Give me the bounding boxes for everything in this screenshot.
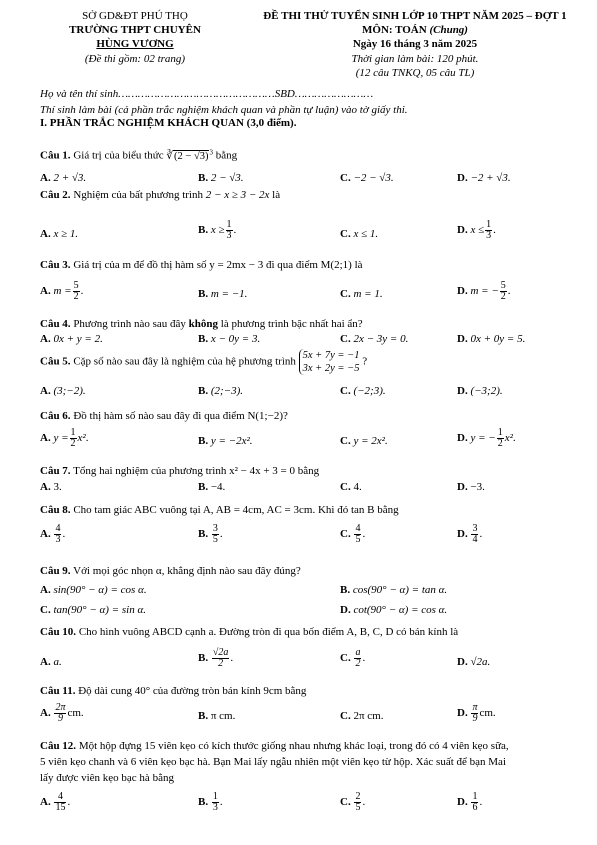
q12-a-num: 4 — [54, 792, 66, 803]
q10-label: Câu 10. — [40, 626, 77, 638]
q1-c: −2 − √3. — [353, 172, 394, 184]
subject-note: (Chung) — [429, 24, 468, 36]
q5-B: B. — [198, 385, 209, 397]
q12-c-den: 5 — [355, 802, 361, 813]
q10-b-den: 2 — [218, 658, 224, 669]
q6-d-den: 2 — [497, 438, 503, 449]
q11-d-den: 9 — [472, 713, 478, 724]
q7-a: 3. — [53, 481, 62, 493]
q7-label: Câu 7. — [40, 465, 71, 477]
q9-a: sin(90° − α) = cos α. — [53, 584, 147, 596]
q3-label: Câu 3. — [40, 259, 71, 271]
q8-D: D. — [457, 528, 468, 541]
q12-d-num: 1 — [472, 791, 478, 802]
q3-text: Giá trị của m để đồ thị hàm số y = 2mx − 3 đi qua điểm M(2;1) là — [73, 259, 363, 271]
q9-label: Câu 9. — [40, 565, 71, 577]
q12-A: A. — [40, 796, 51, 809]
q12-B: B. — [198, 796, 209, 809]
q11-C: C. — [340, 710, 351, 722]
q4-text2: là phương trình bậc nhất hai ẩn? — [220, 318, 363, 330]
q8-a-num: 4 — [55, 523, 61, 534]
q8-b-den: 5 — [212, 534, 218, 545]
q12-C: C. — [340, 796, 351, 809]
q8-c-den: 5 — [355, 534, 361, 545]
q5-label: Câu 5. — [40, 355, 71, 368]
q6-text: Đồ thị hàm số nào sau đây đi qua điểm N(1;−2)? — [73, 410, 288, 422]
q5-after: ? — [362, 355, 368, 368]
q3-d-den: 2 — [500, 291, 506, 302]
q8-a-den: 3 — [55, 534, 61, 545]
question-8 — [40, 504, 399, 516]
q5-eq1: 5x + 7y = −1 — [302, 350, 360, 361]
q3-a-num: 5 — [73, 280, 79, 291]
dept-name: SỞ GD&ĐT PHÚ THỌ — [82, 10, 188, 22]
q6-D: D. — [457, 432, 468, 445]
q6-C: C. — [340, 435, 351, 447]
q9-B: B. — [340, 584, 351, 596]
q4-a: 0x + y = 2. — [53, 333, 103, 345]
q3-D: D. — [457, 285, 468, 298]
q7-b: −4. — [210, 481, 226, 493]
q2-b-num: 1 — [226, 219, 232, 230]
q1-D: D. — [457, 172, 468, 184]
q10-c-num: a — [355, 647, 361, 658]
q2-text: Nghiệm của bất phương trình — [73, 189, 204, 201]
subject — [240, 24, 590, 36]
q8-text: Cho tam giác ABC vuông tại A, AB = 4cm, AC = 3cm. Khi đó tan B bằng — [73, 504, 399, 516]
q2-b: x ≥ — [210, 224, 225, 237]
q2-after: là — [272, 189, 281, 201]
q10-c-den: 2 — [355, 658, 361, 669]
q8-B: B. — [198, 528, 209, 541]
q4-A: A. — [40, 333, 51, 345]
q8-A: A. — [40, 528, 51, 541]
q4-C: C. — [340, 333, 351, 345]
q12-line3: lấy được viên kẹo bạc hà bằng — [40, 772, 174, 784]
question-10 — [40, 626, 458, 638]
q11-a-suf: cm. — [67, 707, 84, 720]
question-12 — [40, 740, 509, 752]
q12-line2: 5 viên kẹo chanh và 6 viên kẹo bạc hà. Bạn Mai lấy ngẫu nhiên một viên kẹo từ hộp. Xác suất để bạn Mai — [40, 756, 506, 768]
school-name-2 — [40, 38, 230, 50]
q1-a: 2 + √3. — [53, 172, 87, 184]
q6-c: y = 2x². — [353, 435, 388, 447]
q7-d: −3. — [470, 481, 485, 493]
q7-A: A. — [40, 481, 51, 493]
question-9 — [40, 565, 301, 577]
q4-D: D. — [457, 333, 468, 345]
q8-b-num: 3 — [212, 523, 218, 534]
q6-a: y = — [53, 432, 69, 445]
q8-c-num: 4 — [355, 523, 361, 534]
q4-bold: không — [188, 318, 219, 330]
q2-expr: 2 − x ≥ 3 − 2x — [205, 189, 270, 201]
q3-b: m = −1. — [210, 288, 248, 300]
q7-C: C. — [340, 481, 351, 493]
q11-b: π cm. — [210, 710, 236, 722]
q10-text: Cho hình vuông ABCD cạnh a. Đường tròn đi qua bốn điểm A, B, C, D có bán kính là — [78, 626, 459, 638]
q5-D: D. — [457, 385, 468, 397]
q1-label: Câu 1. — [40, 149, 71, 162]
section-title: I. PHẦN TRẮC NGHIỆM KHÁCH QUAN (3,0 điểm). — [40, 117, 297, 129]
q2-D: D. — [457, 224, 468, 237]
q5-system — [299, 349, 360, 375]
q6-a-num: 1 — [70, 427, 76, 438]
q8-d-den: 4 — [472, 534, 478, 545]
q12-b-num: 1 — [212, 791, 218, 802]
q2-label: Câu 2. — [40, 189, 71, 201]
q12-b-den: 3 — [212, 802, 218, 813]
q8-C: C. — [340, 528, 351, 541]
q2-A: A. — [40, 228, 51, 240]
q11-B: B. — [198, 710, 209, 722]
q5-c: (−2;3). — [353, 385, 386, 397]
q10-C: C. — [340, 652, 351, 665]
q6-d-num: 1 — [497, 427, 503, 438]
question-7 — [40, 465, 319, 477]
q9-b: cos(90° − α) = tan α. — [352, 584, 448, 596]
q6-B: B. — [198, 435, 209, 447]
q9-C: C. — [40, 604, 51, 616]
q4-c: 2x − 3y = 0. — [353, 333, 409, 345]
page-count: (Đề thi gồm: 02 trang) — [84, 53, 186, 65]
q6-a-den: 2 — [70, 438, 76, 449]
question-6 — [40, 410, 288, 422]
q7-text: Tổng hai nghiệm của phương trình x² − 4x + 3 = 0 bằng — [73, 465, 320, 477]
q9-text: Với mọi góc nhọn α, khẳng định nào sau đây đúng? — [73, 565, 301, 577]
q7-c: 4. — [353, 481, 362, 493]
q11-a-den: 9 — [57, 713, 63, 724]
q3-A: A. — [40, 285, 51, 298]
q1-exp: 3 — [209, 148, 213, 156]
q3-B: B. — [198, 288, 209, 300]
q8-d-num: 3 — [472, 523, 478, 534]
q12-d-den: 6 — [472, 802, 478, 813]
q12-line1: Một hộp đựng 15 viên kẹo có kích thước giống nhau nhưng khác loại, trong đó có 4 viên kẹo sữa, — [78, 740, 509, 752]
q5-b: (2;−3). — [210, 385, 244, 397]
exam-title: ĐỀ THI THỬ TUYỂN SINH LỚP 10 THPT NĂM 2025 – ĐỢT 1 — [263, 10, 567, 22]
q5-C: C. — [340, 385, 351, 397]
q9-D: D. — [340, 604, 351, 616]
q3-c: m = 1. — [353, 288, 383, 300]
q1-C: C. — [340, 172, 351, 184]
q7-D: D. — [457, 481, 468, 493]
question-5 — [40, 349, 367, 375]
q11-A: A. — [40, 707, 51, 720]
q11-d-num: π — [472, 702, 478, 713]
q2-b-den: 3 — [226, 230, 232, 241]
q11-c: 2π cm. — [353, 710, 384, 722]
q2-C: C. — [340, 228, 351, 240]
q12-a-den: 15 — [55, 802, 66, 813]
question-2 — [40, 189, 280, 201]
q6-label: Câu 6. — [40, 410, 71, 422]
q2-c: x ≤ 1. — [353, 228, 379, 240]
q1-expr: ∛(2 − √3)$^3$ — [166, 148, 213, 162]
q5-eq2: 3x + 2y = −5 — [302, 363, 360, 375]
q11-text: Độ dài cung 40° của đường tròn bán kính 9cm bằng — [78, 685, 307, 697]
q11-a-num: 2π — [55, 702, 66, 713]
q1-d: −2 + √3. — [470, 172, 511, 184]
q6-A: A. — [40, 432, 51, 445]
q3-C: C. — [340, 288, 351, 300]
q1-radicand: (2 − √3) — [174, 150, 209, 162]
q6-d: y = − — [470, 432, 496, 445]
q9-c: tan(90° − α) = sin α. — [53, 604, 146, 616]
q3-d-num: 5 — [500, 280, 506, 291]
q7-B: B. — [198, 481, 209, 493]
q4-text1: Phương trình nào sau đây — [73, 318, 186, 330]
exam-format: (12 câu TNKQ, 05 câu TL) — [355, 67, 475, 79]
q12-D: D. — [457, 796, 468, 809]
school-name: TRƯỜNG THPT CHUYÊN — [69, 24, 201, 36]
q2-a: x ≥ 1. — [53, 228, 79, 240]
question-11 — [40, 685, 306, 697]
q10-d: √2a. — [470, 656, 491, 668]
q5-text: Cặp số nào sau đây là nghiệm của hệ phương trình — [73, 355, 296, 368]
q10-D: D. — [457, 656, 468, 668]
q11-d-suf: cm. — [479, 707, 496, 720]
q5-A: A. — [40, 385, 51, 397]
q3-d: m = − — [470, 285, 499, 298]
school-name-2-text: HÙNG VƯƠNG — [96, 38, 174, 50]
q9-A: A. — [40, 584, 51, 596]
q4-B: B. — [198, 333, 209, 345]
q2-d: x ≤ — [470, 224, 485, 237]
q12-c-num: 2 — [355, 791, 361, 802]
q9-d: cot(90° − α) = cos α. — [353, 604, 448, 616]
q1-after: bằng — [215, 149, 238, 162]
q1-A: A. — [40, 172, 51, 184]
q11-label: Câu 11. — [40, 685, 76, 697]
q6-b: y = −2x². — [210, 435, 253, 447]
q2-d-den: 3 — [486, 230, 492, 241]
question-1 — [40, 148, 237, 162]
q10-B: B. — [198, 652, 209, 665]
student-info-line: Họ và tên thí sinh…………………………………………SBD…………………… — [40, 88, 374, 100]
q1-B: B. — [198, 172, 209, 184]
instruction: Thí sinh làm bài (cả phần trắc nghiệm khách quan và phần tự luận) vào tờ giấy thi. — [40, 104, 408, 116]
q2-B: B. — [198, 224, 209, 237]
q8-label: Câu 8. — [40, 504, 71, 516]
exam-date: Ngày 16 tháng 3 năm 2025 — [352, 38, 478, 50]
q10-b-num: √2a — [212, 647, 229, 658]
q1-b: 2 − √3. — [210, 172, 244, 184]
q2-d-num: 1 — [486, 219, 492, 230]
question-3 — [40, 259, 363, 271]
q11-D: D. — [457, 707, 468, 720]
question-4 — [40, 318, 363, 330]
exam-time: Thời gian làm bài: 120 phút. — [351, 53, 479, 65]
q5-d: (−3;2). — [470, 385, 503, 397]
q10-A: A. — [40, 656, 51, 668]
q1-text: Giá trị của biểu thức — [73, 149, 164, 162]
q10-a: a. — [53, 656, 62, 668]
q12-label: Câu 12. — [40, 740, 77, 752]
q3-a-den: 2 — [73, 291, 79, 302]
q4-label: Câu 4. — [40, 318, 71, 330]
q5-a: (3;−2). — [53, 385, 86, 397]
q4-b: x − 0y = 3. — [210, 333, 261, 345]
q4-d: 0x + 0y = 5. — [470, 333, 526, 345]
subject-text: MÔN: TOÁN — [362, 24, 427, 36]
q3-a: m = — [53, 285, 72, 298]
